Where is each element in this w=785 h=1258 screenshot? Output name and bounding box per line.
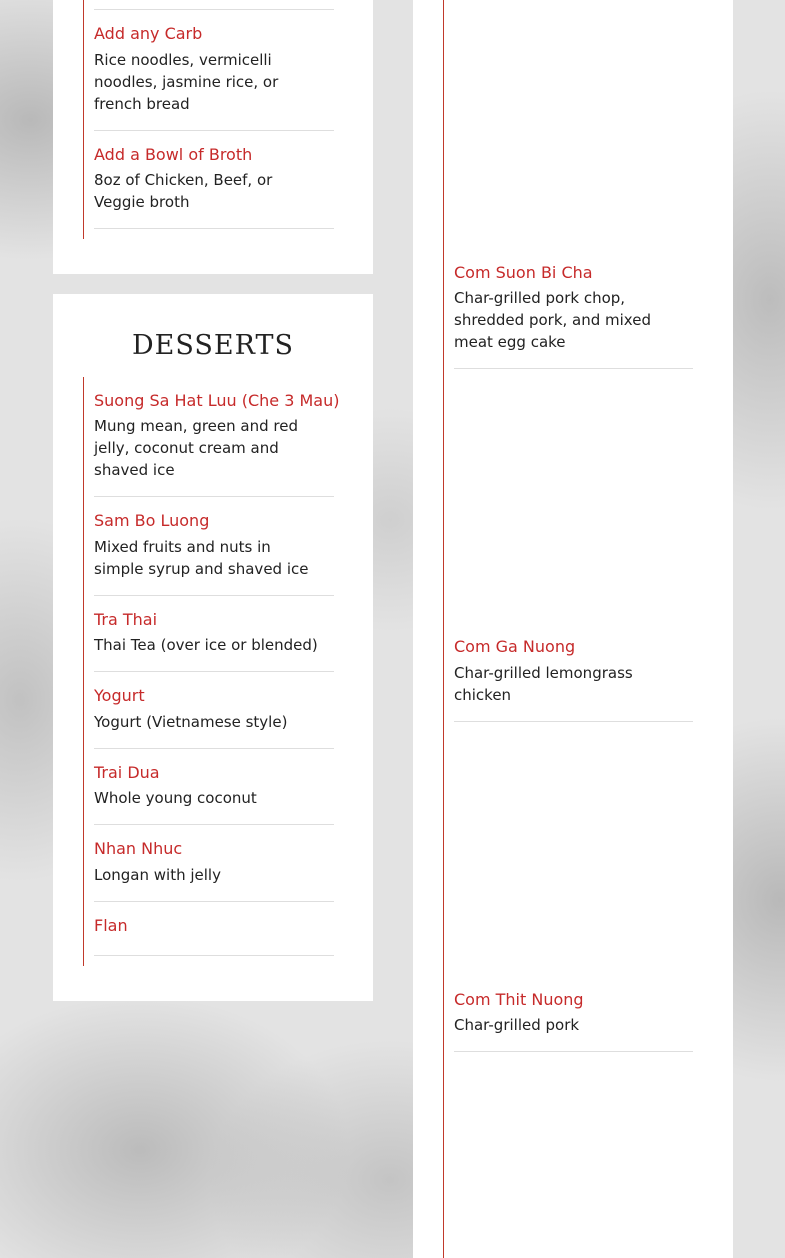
- divider: [94, 671, 334, 672]
- menu-card-extras: [53, 0, 373, 274]
- divider: [94, 901, 334, 902]
- menu-item-title: Com Thit Nuong: [454, 990, 584, 1009]
- divider: [94, 496, 334, 497]
- menu-item-title: Add any Carb: [94, 24, 203, 43]
- menu-card-desserts: [53, 294, 373, 1001]
- divider: [94, 824, 334, 825]
- divider: [94, 955, 334, 956]
- menu-item-title: Trai Dua: [94, 763, 160, 782]
- menu-item-description: Mixed fruits and nuts in simple syrup and shaved ice: [94, 538, 309, 578]
- menu-item-description: Char-grilled pork chop, shredded pork, and mixed meat egg cake: [454, 289, 651, 351]
- menu-item-description: Rice noodles, vermicelli noodles, jasmine rice, or french bread: [94, 51, 279, 113]
- menu-item-description: Whole young coconut: [94, 789, 257, 807]
- menu-item-description: Char-grilled pork: [454, 1016, 580, 1034]
- menu-item-title: Com Ga Nuong: [454, 637, 576, 656]
- accent-rule: [83, 0, 84, 239]
- divider: [94, 748, 334, 749]
- section-heading: DESSERTS: [132, 330, 294, 361]
- menu-item-description: Thai Tea (over ice or blended): [94, 636, 318, 654]
- menu-item-description: Yogurt (Vietnamese style): [94, 713, 288, 731]
- divider: [454, 721, 693, 722]
- menu-item-description: Char-grilled lemongrass chicken: [454, 664, 633, 704]
- menu-item-description: Longan with jelly: [94, 866, 221, 884]
- divider: [94, 595, 334, 596]
- menu-card-rice-plates: [413, 0, 733, 1258]
- accent-rule: [83, 377, 84, 966]
- menu-item-title: Sam Bo Luong: [94, 511, 210, 530]
- menu-item-title: Nhan Nhuc: [94, 839, 183, 858]
- menu-item-title: Tra Thai: [94, 610, 158, 629]
- menu-item-description: 8oz of Chicken, Beef, or Veggie broth: [94, 171, 273, 211]
- divider: [94, 130, 334, 131]
- divider: [94, 9, 334, 10]
- accent-rule: [443, 0, 444, 1258]
- divider: [94, 228, 334, 229]
- menu-item-title: Yogurt: [94, 686, 145, 705]
- divider: [454, 1051, 693, 1052]
- menu-item-title: Add a Bowl of Broth: [94, 145, 253, 164]
- menu-item-title: Suong Sa Hat Luu (Che 3 Mau): [94, 391, 340, 410]
- menu-item-description: Mung mean, green and red jelly, coconut cream and shaved ice: [94, 417, 298, 479]
- menu-item-title: Com Suon Bi Cha: [454, 263, 593, 282]
- divider: [454, 368, 693, 369]
- menu-item-title: Flan: [94, 916, 128, 935]
